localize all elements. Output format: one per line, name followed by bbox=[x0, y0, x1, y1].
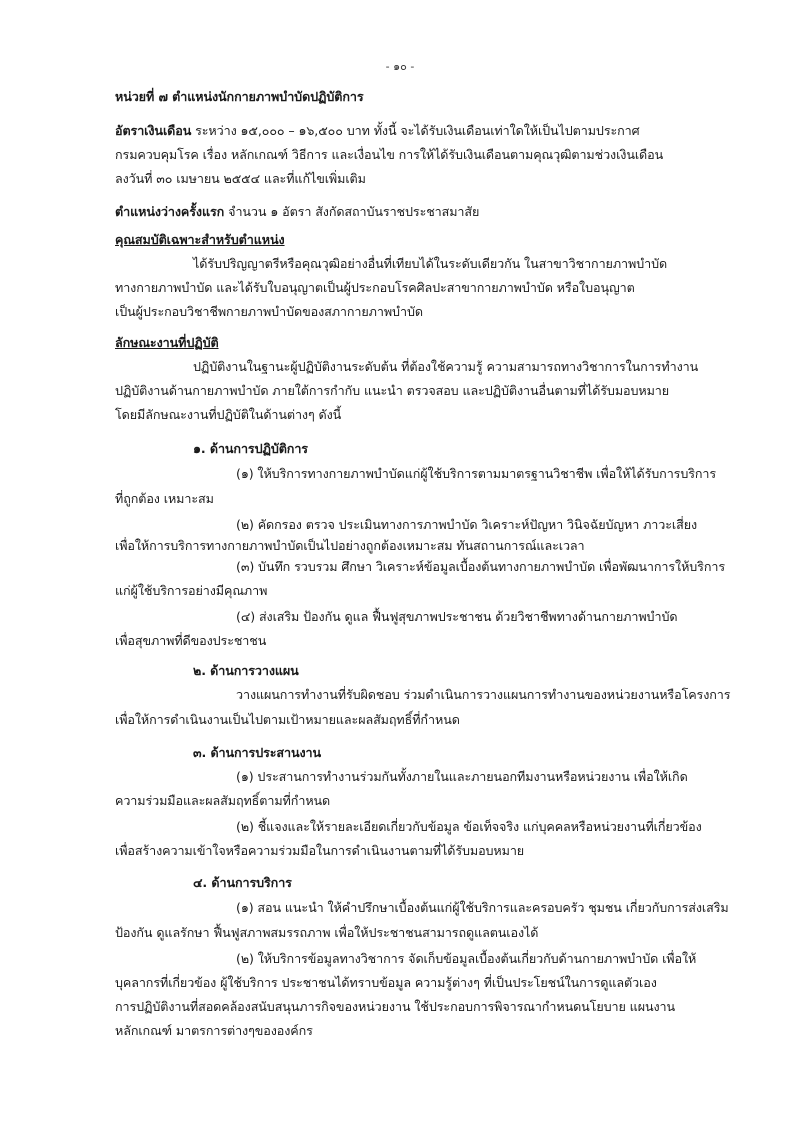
qualifications-line: ได้รับปริญญาตรีหรือคุณวุฒิอย่างอื่นที่เทียบได้ในระดับเดียวกัน ในสาขาวิชากายภาพบำบัด bbox=[193, 256, 668, 271]
section-item-line: (๑) ให้บริการทางกายภาพบำบัดแก่ผู้ใช้บริการตามมาตรฐานวิชาชีพ เพื่อให้ได้รับการบริการ bbox=[236, 466, 717, 481]
salary-line-2: กรมควบคุมโรค เรื่อง หลักเกณฑ์ วิธีการ และเงื่อนไข การให้ได้รับเงินเดือนตามคุณวุฒิตามช่วงเงินเดือน bbox=[115, 147, 664, 162]
section-title-coordination: ๓. ด้านการประสานงาน bbox=[193, 745, 322, 760]
section-item-line: หลักเกณฑ์ มาตรการต่างๆขององค์กร bbox=[115, 1023, 313, 1038]
section-item-line: เพื่อสร้างความเข้าใจหรือความร่วมมือในการดำเนินงานตามที่ได้รับมอบหมาย bbox=[115, 843, 525, 858]
section-title-service: ๔. ด้านการบริการ bbox=[193, 875, 292, 890]
section-item-line: เพื่อสุขภาพที่ดีของประชาชน bbox=[115, 633, 267, 648]
section-item-line: แก่ผู้ใช้บริการอย่างมีคุณภาพ bbox=[115, 583, 268, 598]
section-item-line: ความร่วมมือและผลสัมฤทธิ์ตามที่กำหนด bbox=[115, 793, 331, 808]
unit-title: หน่วยที่ ๗ ตำแหน่งนักกายภาพบำบัดปฏิบัติการ bbox=[115, 89, 364, 104]
section-item-line: (๓) บันทึก รวบรวม ศึกษา วิเคราะห์ข้อมูลเบื้องต้นทางกายภาพบำบัด เพื่อพัฒนาการให้บริการ bbox=[236, 559, 726, 574]
section-item-line: (๒) คัดกรอง ตรวจ ประเมินทางการภาพบำบัด วิเคราะห์ปัญหา วินิจฉัยบัญหา ภาวะเสี่ยง bbox=[236, 517, 698, 532]
section-item-line: ป้องกัน ดูแลรักษา ฟื้นฟูสภาพสมรรถภาพ เพื่อให้ประชาชนสามารถดูแลตนเองได้ bbox=[115, 925, 539, 940]
duties-intro-line: โดยมีลักษณะงานที่ปฏิบัติในด้านต่างๆ ดังนี้ bbox=[115, 407, 342, 422]
salary-line-3: ลงวันที่ ๓๐ เมษายน ๒๕๕๔ และที่แก้ไขเพิ่มเติม bbox=[115, 171, 366, 186]
section-item-line: เพื่อให้การบริการทางกายภาพบำบัดเป็นไปอย่างถูกต้องเหมาะสม ทันสถานการณ์และเวลา bbox=[115, 538, 585, 553]
section-item-line: ที่ถูกต้อง เหมาะสม bbox=[115, 491, 214, 506]
duties-intro-line: ปฏิบัติงานด้านกายภาพบำบัด ภายใต้การกำกับ แนะนำ ตรวจสอบ และปฏิบัติงานอื่นตามที่ได้รับมอบหมาย bbox=[115, 383, 670, 398]
section-item-line: การปฏิบัติงานที่สอดคล้องสนับสนุนภารกิจของหน่วยงาน ใช้ประกอบการพิจารณากำหนดนโยบาย แผนงาน bbox=[115, 999, 676, 1014]
section-item-line: บุคลากรที่เกี่ยวข้อง ผู้ใช้บริการ ประชาชนได้ทราบข้อมูล ความรู้ต่างๆ ที่เป็นประโยชน์ในการดูแลตัวเอง bbox=[115, 975, 657, 990]
section-title-operations: ๑. ด้านการปฏิบัติการ bbox=[193, 441, 308, 456]
page-number: - ๑๐ - bbox=[385, 60, 415, 73]
salary-label: อัตราเงินเดือน bbox=[115, 123, 192, 138]
section-title-planning: ๒. ด้านการวางแผน bbox=[193, 663, 299, 678]
qualifications-line: เป็นผู้ประกอบวิชาชีพกายภาพบำบัดของสภากายภาพบำบัด bbox=[115, 304, 423, 319]
section-item-line: (๔) ส่งเสริม ป้องกัน ดูแล ฟื้นฟูสุขภาพประชาชน ด้วยวิชาชีพทางด้านกายภาพบำบัด bbox=[236, 609, 678, 624]
section-item-line: (๑) สอน แนะนำ ให้คำปรึกษาเบื้องต้นแก่ผู้ใช้บริการและครอบครัว ชุมชน เกี่ยวกับการส่งเสริม bbox=[236, 900, 729, 915]
section-item-line: วางแผนการทำงานที่รับผิดชอบ ร่วมดำเนินการวางแผนการทำงานของหน่วยงานหรือโครงการ bbox=[236, 687, 731, 702]
section-item-line: (๒) ชี้แจงและให้รายละเอียดเกี่ยวกับข้อมูล ข้อเท็จจริง แก่บุคคลหรือหน่วยงานที่เกี่ยวข้อง bbox=[236, 819, 702, 834]
duties-heading: ลักษณะงานที่ปฏิบัติ bbox=[115, 335, 219, 350]
duties-intro-line: ปฏิบัติงานในฐานะผู้ปฏิบัติงานระดับต้น ที่ต้องใช้ความรู้ ความสามารถทางวิชาการในการทำงาน bbox=[193, 359, 699, 374]
qualifications-heading: คุณสมบัติเฉพาะสำหรับตำแหน่ง bbox=[115, 232, 285, 247]
vacancy-label: ตำแหน่งว่างครั้งแรก bbox=[115, 204, 225, 219]
section-item-line: เพื่อให้การดำเนินงานเป็นไปตามเป้าหมายและผลสัมฤทธิ์ที่กำหนด bbox=[115, 712, 460, 727]
section-item-line: (๑) ประสานการทำงานร่วมกันทั้งภายในและภายนอกทีมงานหรือหน่วยงาน เพื่อให้เกิด bbox=[236, 769, 688, 784]
vacancy-line: ตำแหน่งว่างครั้งแรก จำนวน ๑ อัตรา สังกัดสถาบันราชประชาสมาสัย bbox=[115, 204, 480, 219]
qualifications-line: ทางกายภาพบำบัด และได้รับใบอนุญาตเป็นผู้ประกอบโรคศิลปะสาขากายภาพบำบัด หรือใบอนุญาต bbox=[115, 280, 635, 295]
salary-line-1: อัตราเงินเดือน ระหว่าง ๑๕,๐๐๐ – ๑๖,๕๐๐ บาท ทั้งนี้ จะได้รับเงินเดือนเท่าใดให้เป็นไปตามประกาศ bbox=[115, 123, 640, 138]
section-item-line: (๒) ให้บริการข้อมูลทางวิชาการ จัดเก็บข้อมูลเบื้องต้นเกี่ยวกับด้านกายภาพบำบัด เพื่อให้ bbox=[236, 951, 697, 966]
